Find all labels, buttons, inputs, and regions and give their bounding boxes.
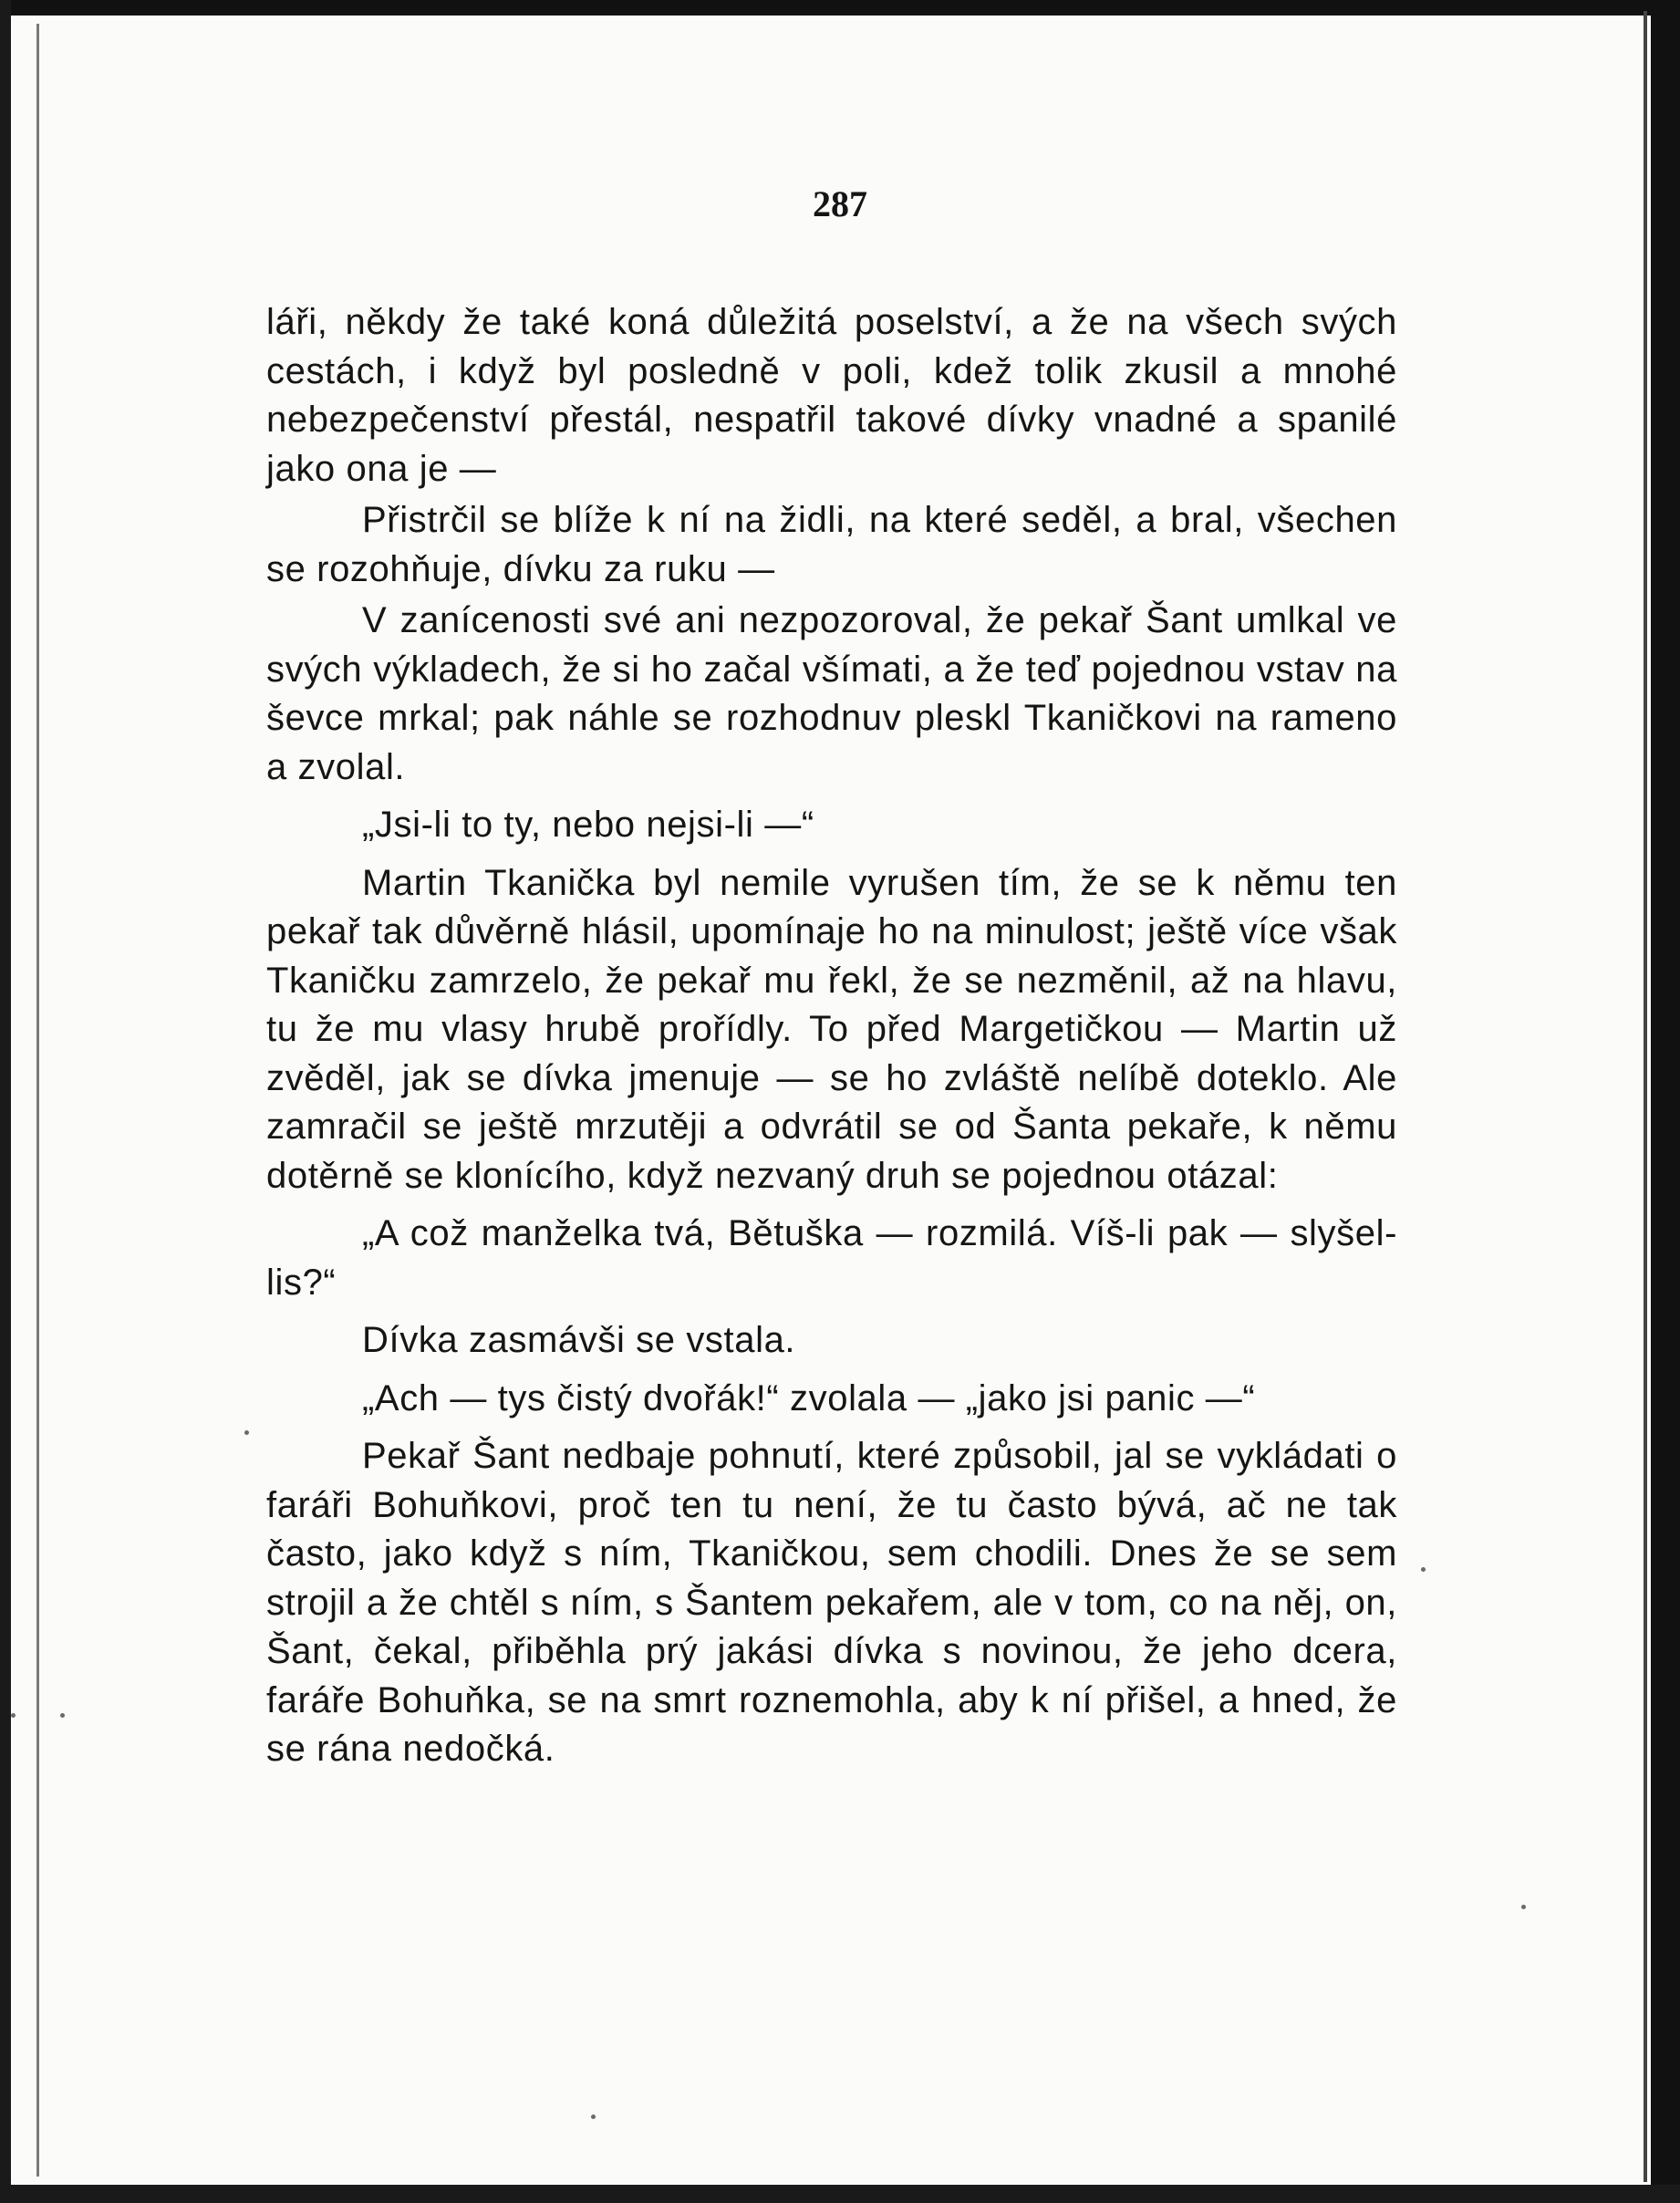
paragraph-4: „Jsi-li to ty, nebo nejsi-li —“ [362, 805, 814, 845]
paragraph-8: „Ach — tys čistý dvořák!“ zvolala — „jako jsi panic —“ [362, 1377, 1256, 1418]
paragraph-7: Dívka zasmávši se vstala. [362, 1320, 796, 1360]
scan-border-top [0, 0, 1680, 16]
paragraph-6: „A což manželka tvá, Bětuška — rozmilá. Víš-li pak — slyšel-lis?“ [266, 1213, 1397, 1303]
scan-speck [1421, 1567, 1426, 1572]
paragraph-3: V zanícenosti své ani nezpozoroval, že pekař Šant umlkal ve svých výkladech, že si ho začal všímati, a že teď pojednou vstav na ševce mrkal; pak náhle se rozhodnuv pleskl Tkaničkovi na rameno a zvolal. [266, 600, 1397, 787]
scan-speck [11, 1713, 16, 1718]
scan-border-bottom [0, 2185, 1680, 2203]
scan-border-right [1651, 0, 1680, 2203]
scan-speck [591, 2115, 596, 2119]
scan-border-left [0, 0, 11, 2203]
paragraph-9: Pekař Šant nedbaje pohnutí, které způsobil, jal se vykládati o faráři Bohuňkovi, proč ten tu není, že tu často bývá, ač ne tak často, jako když s ním, Tkaničkou, sem chodili. Dnes že se sem strojil a že chtěl s ním, s Šantem pekařem, ale v tom, co na něj, on, Šant, čekal, přiběhla prý jakási dívka s novinou, že jeho dcera, faráře Bohuňka, se na smrt roznemohla, aby k ní přišel, a hned, že se rána nedočká. [266, 1436, 1397, 1769]
page-number: 287 [813, 183, 867, 224]
scan-speck [60, 1713, 65, 1718]
body-text [266, 298, 1397, 1777]
scan-speck [244, 1430, 249, 1435]
paragraph-2: Přistrčil se blíže k ní na židli, na které seděl, a bral, všechen se rozohňuje, dívku za ruku — [266, 500, 1397, 589]
scan-speck [1521, 1905, 1526, 1909]
page-edge-line [36, 24, 39, 2177]
scan-border-right-inner [1644, 11, 1647, 2182]
paragraph-5: Martin Tkanička byl nemile vyrušen tím, že se k němu ten pekař tak důvěrně hlásil, upomínaje ho na minulost; ještě více však Tkaničku zamrzelo, že pekař mu řekl, že se nezměnil, až na hlavu, tu že mu vlasy hrubě prořídly. To před Margetičkou — Martin už zvěděl, jak se dívka jmenuje — se ho zvláště nelíbě doteklo. Ale zamračil se ještě mrzutěji a odvrátil se od Šanta pekaře, k němu dotěrně se klonícího, když nezvaný druh se pojednou otázal: [266, 862, 1397, 1196]
paragraph-1: láři, někdy že také koná důležitá poselství, a že na všech svých cestách, i když byl posledně v poli, kdež tolik zkusil a mnohé nebezpečenství přestál, nespatřil takové dívky vnadné a spanilé jako ona je — [266, 302, 1397, 489]
